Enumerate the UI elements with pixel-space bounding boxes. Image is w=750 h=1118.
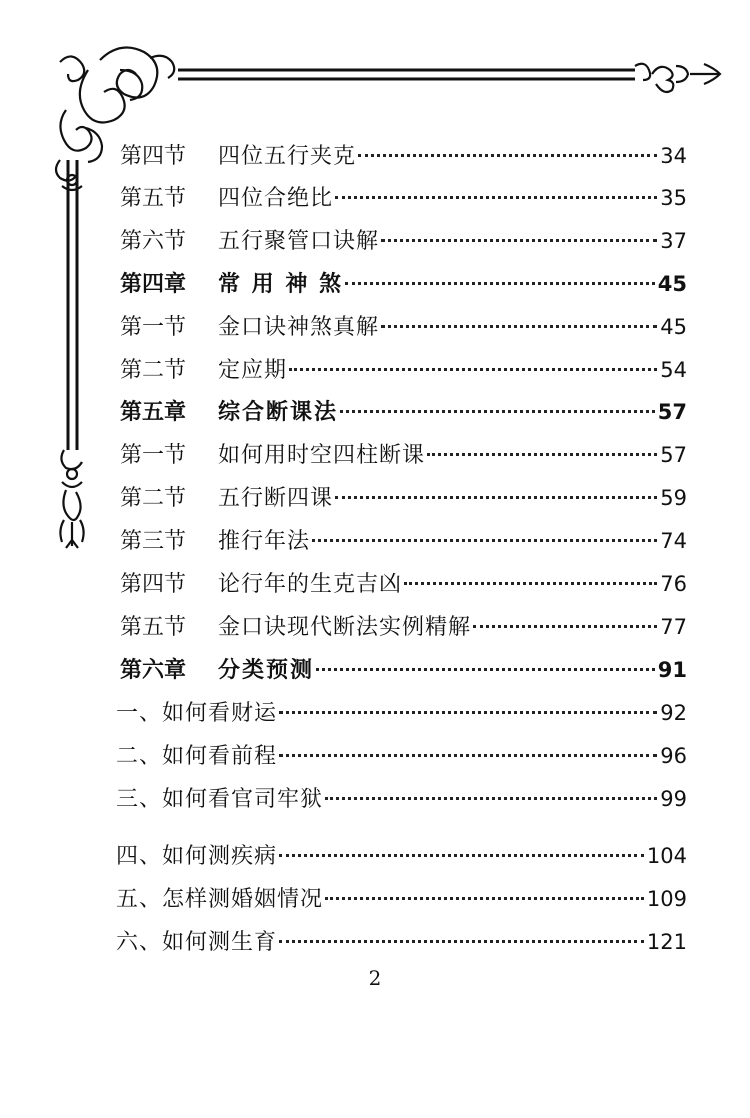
page-number: 2 [368, 966, 382, 990]
toc-entry-chapter: 第五章 [120, 400, 187, 425]
toc-item-entry[interactable] [116, 699, 687, 728]
toc-entry-title: 五行断四课 [218, 486, 334, 511]
toc-entry-title: 定应期 [218, 358, 288, 383]
toc-chapter-entry[interactable] [120, 270, 687, 299]
toc-item-entry[interactable] [116, 742, 687, 771]
toc-item-entry[interactable] [116, 785, 687, 814]
toc-entry-page: 59 [660, 486, 687, 510]
toc-entry[interactable] [120, 527, 687, 556]
toc-entry-section: 第四节 [120, 572, 187, 597]
toc-entry-leader [325, 897, 644, 900]
toc-entry-leader [340, 410, 655, 413]
toc-item-entry[interactable] [116, 842, 687, 871]
toc-entry-title: 四位五行夹克 [218, 144, 357, 169]
toc-entry-section: 第五节 [120, 186, 187, 211]
toc-entry-leader [279, 940, 644, 943]
toc-entry-page: 57 [660, 443, 687, 467]
toc-entry-page: 57 [657, 400, 687, 424]
toc-entry-leader [325, 797, 657, 800]
toc-entry-page: 76 [660, 572, 687, 596]
toc-entry-page: 92 [660, 701, 687, 725]
toc-entry-title: 五行聚管口诀解 [218, 229, 380, 254]
toc-entry-page: 91 [657, 658, 687, 682]
toc-entry-page: 45 [657, 272, 687, 296]
toc-entry-page: 99 [660, 787, 687, 811]
toc-entry-leader [279, 754, 657, 757]
toc-entry-title: 一、如何看财运 [116, 701, 278, 726]
toc-entry-title: 综合断课法 [218, 400, 339, 425]
toc-entry-title: 论行年的生克吉凶 [218, 572, 403, 597]
toc-entry-leader [279, 854, 644, 857]
toc-entry-section: 第六节 [120, 229, 187, 254]
toc-item-entry[interactable] [116, 928, 687, 957]
toc-entry-leader [312, 539, 657, 542]
toc-entry-leader [427, 453, 657, 456]
toc-entry[interactable] [120, 441, 687, 470]
toc-entry-section: 第一节 [120, 443, 187, 468]
toc-entry-page: 45 [660, 315, 687, 339]
toc-entry-page: 96 [660, 744, 687, 768]
toc-entry-chapter: 第四章 [120, 272, 187, 297]
toc-entry-leader [404, 582, 657, 585]
toc-entry-title: 二、如何看前程 [116, 744, 278, 769]
toc-entry-chapter: 第六章 [120, 658, 187, 683]
toc-entry-page: 37 [660, 229, 687, 253]
toc-entry-section: 第一节 [120, 315, 187, 340]
toc-entry-leader [381, 239, 657, 242]
toc-entry-page: 77 [660, 615, 687, 639]
toc-entry[interactable] [120, 570, 687, 599]
toc-entry-title: 金口诀神煞真解 [218, 315, 380, 340]
toc-entry-leader [381, 325, 657, 328]
toc-entry-page: 121 [646, 930, 687, 954]
toc-chapter-entry[interactable] [120, 656, 687, 685]
toc-item-entry[interactable] [116, 885, 687, 914]
toc-entry-page: 109 [646, 887, 687, 911]
toc-entry-leader [345, 282, 655, 285]
toc-entry-leader [289, 368, 657, 371]
toc-entry-leader [279, 711, 657, 714]
toc-entry-page: 74 [660, 529, 687, 553]
toc-entry-page: 104 [646, 844, 687, 868]
toc-entry-title: 六、如何测生育 [116, 930, 278, 955]
toc-entry-page: 35 [660, 186, 687, 210]
toc-entry-title: 三、如何看官司牢狱 [116, 787, 324, 812]
toc-entry-section: 第四节 [120, 144, 187, 169]
toc-entry-title: 如何用时空四柱断课 [218, 443, 426, 468]
toc-entry-title: 推行年法 [218, 529, 311, 554]
toc-entry-title: 金口诀现代断法实例精解 [218, 615, 472, 640]
toc-entry[interactable] [120, 142, 687, 171]
toc-entry-title: 五、怎样测婚姻情况 [116, 887, 324, 912]
toc-entry-leader [358, 154, 657, 157]
toc-entry-page: 34 [660, 144, 687, 168]
toc-entry-title: 分类预测 [218, 658, 315, 683]
toc-entry-title: 四位合绝比 [218, 186, 334, 211]
toc-entry-title: 四、如何测疾病 [116, 844, 278, 869]
toc-entry[interactable] [120, 313, 687, 342]
toc-entry-section: 第二节 [120, 486, 187, 511]
toc-entry-leader [335, 496, 657, 499]
toc-entry[interactable] [120, 484, 687, 513]
toc-entry-title: 常 用 神 煞 [218, 272, 343, 297]
toc-entry[interactable] [120, 356, 687, 385]
toc-entry-section: 第五节 [120, 615, 187, 640]
toc-entry-page: 54 [660, 358, 687, 382]
toc-chapter-entry[interactable] [120, 398, 687, 427]
toc-entry-leader [316, 668, 655, 671]
toc-entry[interactable] [120, 613, 687, 642]
toc-entry[interactable] [120, 227, 687, 256]
toc-entry-leader [335, 196, 657, 199]
toc-entry-leader [473, 625, 657, 628]
toc-entry[interactable] [120, 184, 687, 213]
toc-entry-section: 第二节 [120, 358, 187, 383]
toc-entry-section: 第三节 [120, 529, 187, 554]
